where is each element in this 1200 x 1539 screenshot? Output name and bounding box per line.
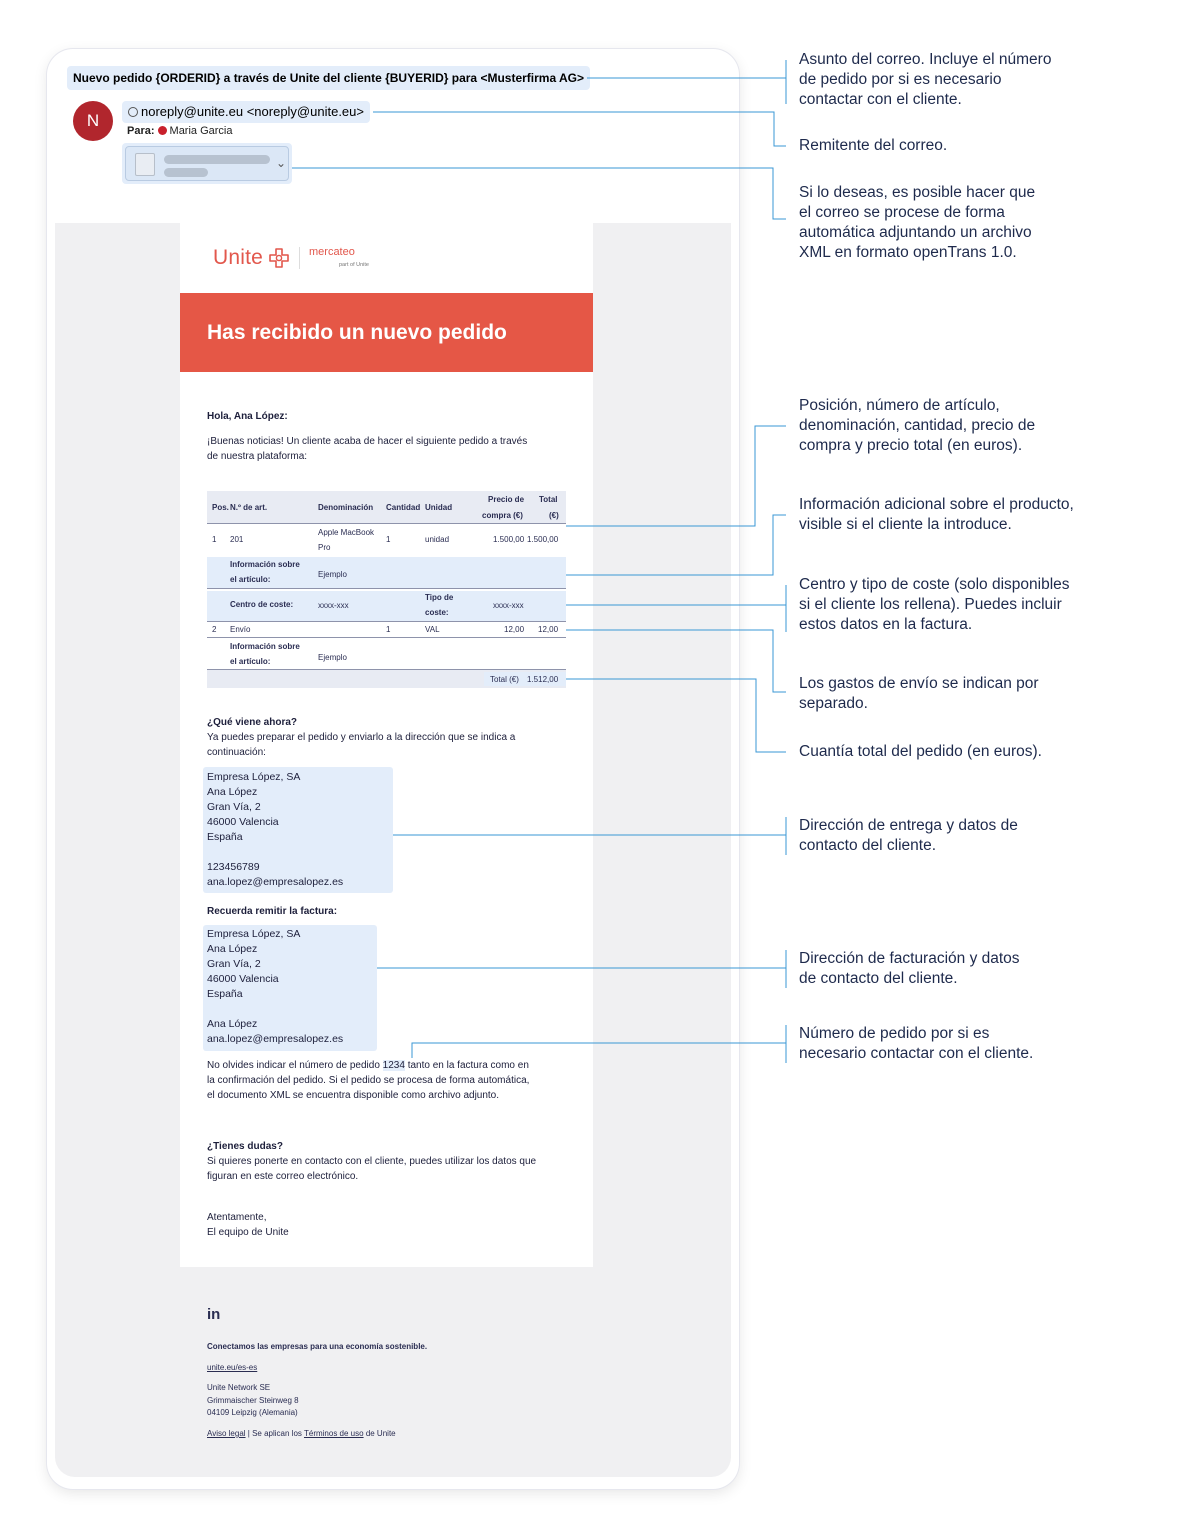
delivery-street: Gran Vía, 2 <box>207 801 261 813</box>
attachment-name-placeholder <box>164 155 270 164</box>
unite-cross-icon <box>268 247 290 269</box>
annotation-line: Información adicional sobre el producto, <box>799 496 1074 513</box>
th-precio-2: compra (€) <box>482 511 523 520</box>
annotation-shipping <box>799 674 1039 714</box>
annotation-subject <box>799 50 1051 110</box>
annotation-line: Posición, número de artículo, <box>799 397 1000 414</box>
recipient-dot-icon <box>158 126 167 135</box>
terms-post: de Unite <box>365 1429 396 1438</box>
info2-label-2: el artículo: <box>230 657 271 666</box>
order-note-post: tanto en la factura como en <box>407 1060 529 1071</box>
unite-logo: Unite <box>213 246 264 269</box>
recipient-name[interactable]: Maria Garcia <box>169 125 233 137</box>
delivery-phone: 123456789 <box>207 861 260 873</box>
next-line-2: continuación: <box>207 747 266 758</box>
billing-city: 46000 Valencia <box>207 973 279 985</box>
info1-value: Ejemplo <box>318 570 347 579</box>
annotation-line: Centro y tipo de coste (solo disponibles <box>799 576 1070 593</box>
annotation-line: de contacto del cliente. <box>799 970 958 987</box>
delivery-country: España <box>207 831 243 843</box>
next-heading: ¿Qué viene ahora? <box>207 717 298 728</box>
hero-banner <box>180 293 593 372</box>
annotation-line: Asunto del correo. Incluye el número <box>799 51 1052 68</box>
delivery-city: 46000 Valencia <box>207 816 279 828</box>
attachment-highlight <box>122 143 292 184</box>
info1-label-2: el artículo: <box>230 575 271 584</box>
table-divider <box>207 588 566 589</box>
delivery-email[interactable]: ana.lopez@empresalopez.es <box>207 876 344 888</box>
annotation-line: Los gastos de envío se indican por <box>799 675 1039 692</box>
intro-line-2: de nuestra plataforma: <box>207 451 308 462</box>
questions-heading: ¿Tienes dudas? <box>207 1141 283 1152</box>
info2-value: Ejemplo <box>318 653 347 662</box>
row1-total: 1.500,00 <box>527 535 559 544</box>
billing-street: Gran Vía, 2 <box>207 958 261 970</box>
attachment-chip[interactable] <box>125 146 289 181</box>
row1-pos: 1 <box>212 535 217 544</box>
cost-type-label-2: coste: <box>425 608 449 617</box>
row1-cant: 1 <box>386 535 391 544</box>
cost-center-value: xxxx-xxx <box>318 601 349 610</box>
cost-type-label-1: Tipo de <box>425 593 454 602</box>
email-recipient <box>127 125 233 137</box>
footer-city: 04109 Leipzig (Alemania) <box>207 1408 298 1417</box>
billing-email[interactable]: ana.lopez@empresalopez.es <box>207 1033 344 1045</box>
closing-2: El equipo de Unite <box>207 1227 289 1238</box>
footer-tagline: Conectamos las empresas para una economía sostenible. <box>207 1342 428 1351</box>
th-total-1: Total <box>539 495 558 504</box>
annotation-product-info <box>799 495 1074 535</box>
annotation-billing <box>799 949 1020 989</box>
annotation-line: denominación, cantidad, precio de <box>799 417 1036 434</box>
row1-denom-1: Apple MacBook <box>318 528 375 537</box>
row1-art: 201 <box>230 535 244 544</box>
th-cant: Cantidad <box>386 503 421 512</box>
th-total-2: (€) <box>549 511 559 520</box>
annotation-line: Dirección de facturación y datos <box>799 950 1020 967</box>
annotation-line: contactar con el cliente. <box>799 91 962 108</box>
row2-art: Envío <box>230 625 251 634</box>
annotation-cost-center <box>799 575 1070 635</box>
terms-pre: Se aplican los <box>252 1429 302 1438</box>
footer-link[interactable]: unite.eu/es-es <box>207 1363 258 1372</box>
row1-unidad: unidad <box>425 535 450 544</box>
info1-label-1: Información sobre <box>230 560 300 569</box>
annotation-sender <box>799 136 947 156</box>
annotation-delivery <box>799 816 1018 856</box>
annotation-line: si el cliente los rellena). Puedes incluir <box>799 596 1062 613</box>
billing-contact: Ana López <box>207 1018 258 1030</box>
terms-link[interactable]: Términos de uso <box>303 1429 364 1438</box>
delivery-name: Ana López <box>207 786 258 798</box>
order-note-line-3: el documento XML se encuentra disponible como archivo adjunto. <box>207 1090 500 1101</box>
annotation-line: estos datos en la factura. <box>799 616 973 633</box>
order-note-line-1 <box>207 1058 529 1073</box>
footer-company: Unite Network SE <box>207 1383 271 1392</box>
annotation-line: Dirección de entrega y datos de <box>799 817 1018 834</box>
sender-avatar: N <box>73 101 113 141</box>
delivery-company: Empresa López, SA <box>207 771 301 783</box>
order-table <box>207 491 566 688</box>
annotation-line: Remitente del correo. <box>799 137 948 154</box>
annotation-line: Cuantía total del pedido (en euros). <box>799 743 1042 760</box>
linkedin-icon[interactable]: in <box>207 1306 221 1323</box>
billing-country: España <box>207 988 243 1000</box>
annotation-line: separado. <box>799 695 868 712</box>
row1-denom-2: Pro <box>318 543 331 552</box>
annotation-total <box>799 742 1042 762</box>
row2-cant: 1 <box>386 625 391 634</box>
email-sender[interactable] <box>122 101 370 123</box>
row2-pos: 2 <box>212 625 217 634</box>
order-note-line-2: la confirmación del pedido. Si el pedido se procesa de forma automática, <box>207 1075 530 1086</box>
footer-street: Grimmaischer Steinweg 8 <box>207 1396 299 1405</box>
status-ring-icon <box>128 107 138 117</box>
annotation-line: necesario contactar con el cliente. <box>799 1045 1034 1062</box>
info2-label-1: Información sobre <box>230 642 300 651</box>
banner-title: Has recibido un nuevo pedido <box>207 321 507 344</box>
invoice-heading: Recuerda remitir la factura: <box>207 906 338 917</box>
total-value: 1.512,00 <box>527 675 559 684</box>
billing-company: Empresa López, SA <box>207 928 301 940</box>
annotation-line: contacto del cliente. <box>799 837 937 854</box>
row2-total: 12,00 <box>538 625 559 634</box>
order-number: 1234 <box>382 1060 405 1071</box>
footer-separator: | <box>247 1429 250 1438</box>
row1-precio: 1.500,00 <box>493 535 525 544</box>
greeting: Hola, Ana López: <box>207 411 288 422</box>
to-label: Para: <box>127 125 155 137</box>
footer-legal-line <box>207 1428 396 1441</box>
th-precio-1: Precio de <box>488 495 525 504</box>
attachment-size-placeholder <box>164 168 208 177</box>
annotation-line: Si lo deseas, es posible hacer que <box>799 184 1036 201</box>
legal-link[interactable]: Aviso legal <box>207 1429 246 1438</box>
questions-line-1: Si quieres ponerte en contacto con el cliente, puedes utilizar los datos que <box>207 1156 537 1167</box>
annotation-order-number <box>799 1024 1033 1064</box>
table-divider <box>207 637 566 638</box>
cost-type-value: xxxx-xxx <box>493 601 524 610</box>
annotation-line: automática adjuntando un archivo <box>799 224 1032 241</box>
mercateo-logo: mercateo <box>309 246 355 258</box>
annotation-line: compra y precio total (en euros). <box>799 437 1023 454</box>
questions-line-2: figuran en este correo electrónico. <box>207 1171 359 1182</box>
annotation-line: XML en formato openTrans 1.0. <box>799 244 1017 261</box>
row2-unidad: VAL <box>425 625 440 634</box>
th-denom: Denominación <box>318 503 374 512</box>
logo-separator <box>299 247 300 269</box>
th-art: N.º de art. <box>230 503 268 512</box>
closing-1: Atentamente, <box>207 1212 267 1223</box>
annotation-position <box>799 396 1035 456</box>
row2-precio: 12,00 <box>504 625 525 634</box>
cost-center-label: Centro de coste: <box>230 600 294 609</box>
billing-name: Ana López <box>207 943 258 955</box>
annotation-line: Número de pedido por si es <box>799 1025 990 1042</box>
sender-address: noreply@unite.eu <noreply@unite.eu> <box>141 104 364 119</box>
file-icon <box>135 153 155 176</box>
next-line-1: Ya puedes preparar el pedido y enviarlo a la dirección que se indica a <box>207 732 516 743</box>
annotation-line: el correo se procese de forma <box>799 204 1005 221</box>
th-unidad: Unidad <box>425 503 453 512</box>
order-note-pre: No olvides indicar el número de pedido <box>207 1060 380 1071</box>
intro-line-1: ¡Buenas noticias! Un cliente acaba de hacer el siguiente pedido a través <box>207 436 528 447</box>
mercateo-sublogo: part of Unite <box>339 262 369 268</box>
total-label: Total (€) <box>490 675 519 684</box>
annotation-line: de pedido por si es necesario <box>799 71 1002 88</box>
th-pos: Pos. <box>212 503 229 512</box>
annotation-line: visible si el cliente la introduce. <box>799 516 1012 533</box>
annotation-attachment <box>799 183 1035 263</box>
chevron-down-icon[interactable]: ⌄ <box>276 156 287 170</box>
email-subject: Nuevo pedido {ORDERID} a través de Unite del cliente {BUYERID} para <Musterfirma AG> <box>67 66 590 90</box>
